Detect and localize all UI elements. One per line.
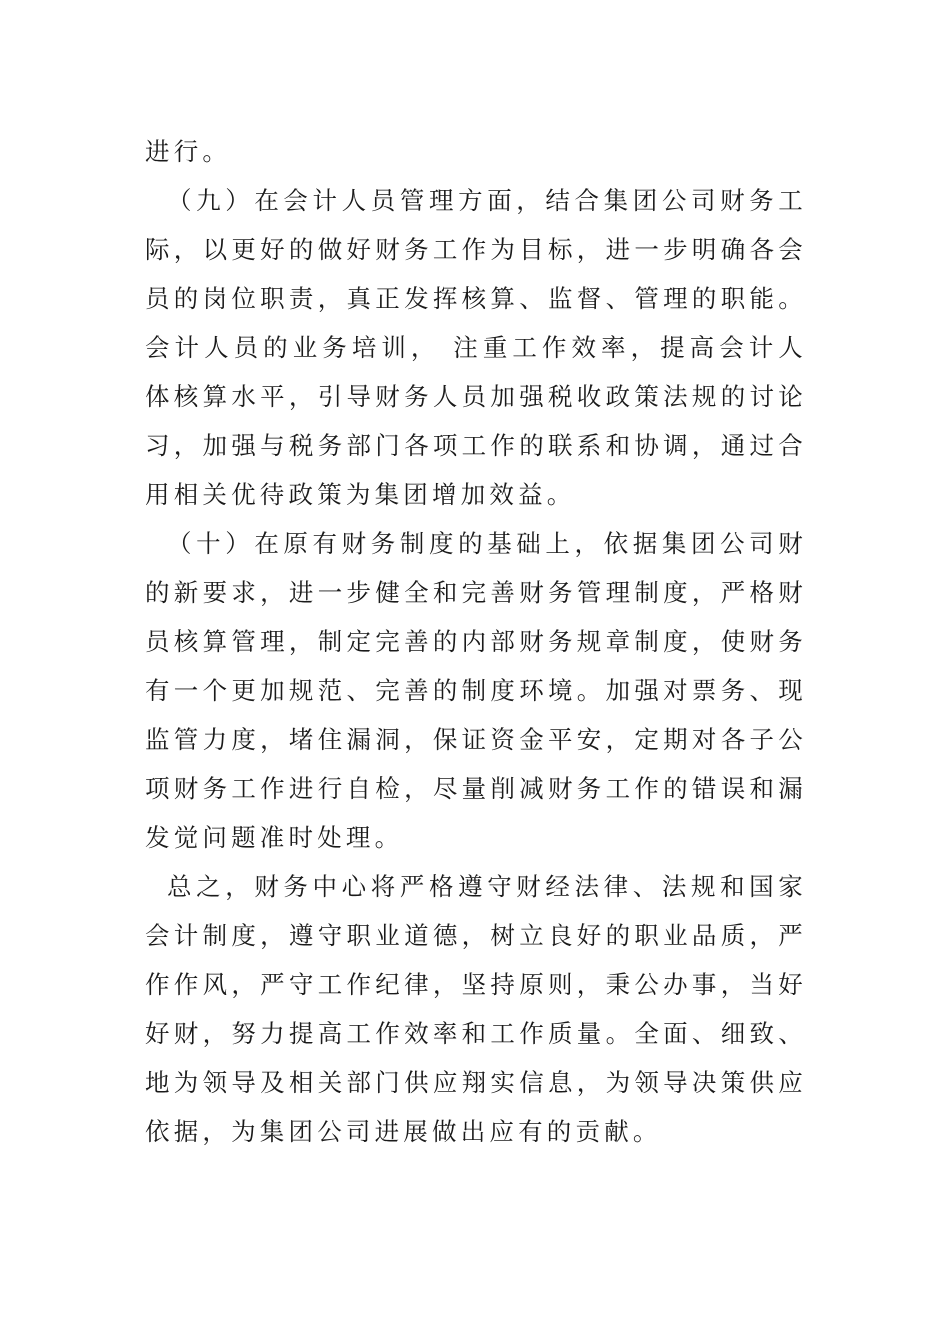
text-line: 员核算管理，制定完善的内部财务规章制度，使财务 [145, 627, 807, 656]
text-line: （十）在原有财务制度的基础上，依据集团公司财 [167, 529, 807, 558]
text-line: 发觉问题准时处理。 [145, 823, 404, 852]
text-line: 总之，财务中心将严格遵守财经法律、法规和国家 [167, 872, 807, 901]
text-line: 习，加强与税务部门各项工作的联系和协调，通过合 [145, 431, 807, 460]
text-line: 体核算水平，引导财务人员加强税收政策法规的讨论 [145, 382, 807, 411]
text-line: 会计制度，遵守职业道德，树立良好的职业品质，严 [145, 921, 807, 950]
text-line: 作作风，严守工作纪律，坚持原则，秉公办事，当好 [145, 970, 807, 999]
body-text [145, 127, 807, 1156]
text-line: 进行。 [145, 137, 232, 166]
text-line: 的新要求，进一步健全和完善财务管理制度，严格财 [145, 578, 807, 607]
text-line: 好财，努力提高工作效率和工作质量。全面、细致、 [145, 1019, 807, 1048]
text-line: 用相关优待政策为集团增加效益。 [145, 480, 576, 509]
text-line: 依据，为集团公司进展做出应有的贡献。 [145, 1117, 662, 1146]
text-line: 有一个更加规范、完善的制度环境。加强对票务、现 [145, 676, 807, 705]
text-line: 会计人员的业务培训， 注重工作效率，提高会计人 [145, 333, 807, 362]
text-line: 员的岗位职责，真正发挥核算、监督、管理的职能。 [145, 284, 807, 313]
text-line: 监管力度，堵住漏洞，保证资金平安，定期对各子公 [145, 725, 807, 754]
text-line: 地为领导及相关部门供应翔实信息，为领导决策供应 [145, 1068, 807, 1097]
text-line: 项财务工作进行自检，尽量削减财务工作的错误和漏 [145, 774, 807, 803]
text-line: 际，以更好的做好财务工作为目标，进一步明确各会 [145, 235, 807, 264]
text-line: （九）在会计人员管理方面，结合集团公司财务工 [167, 186, 807, 215]
